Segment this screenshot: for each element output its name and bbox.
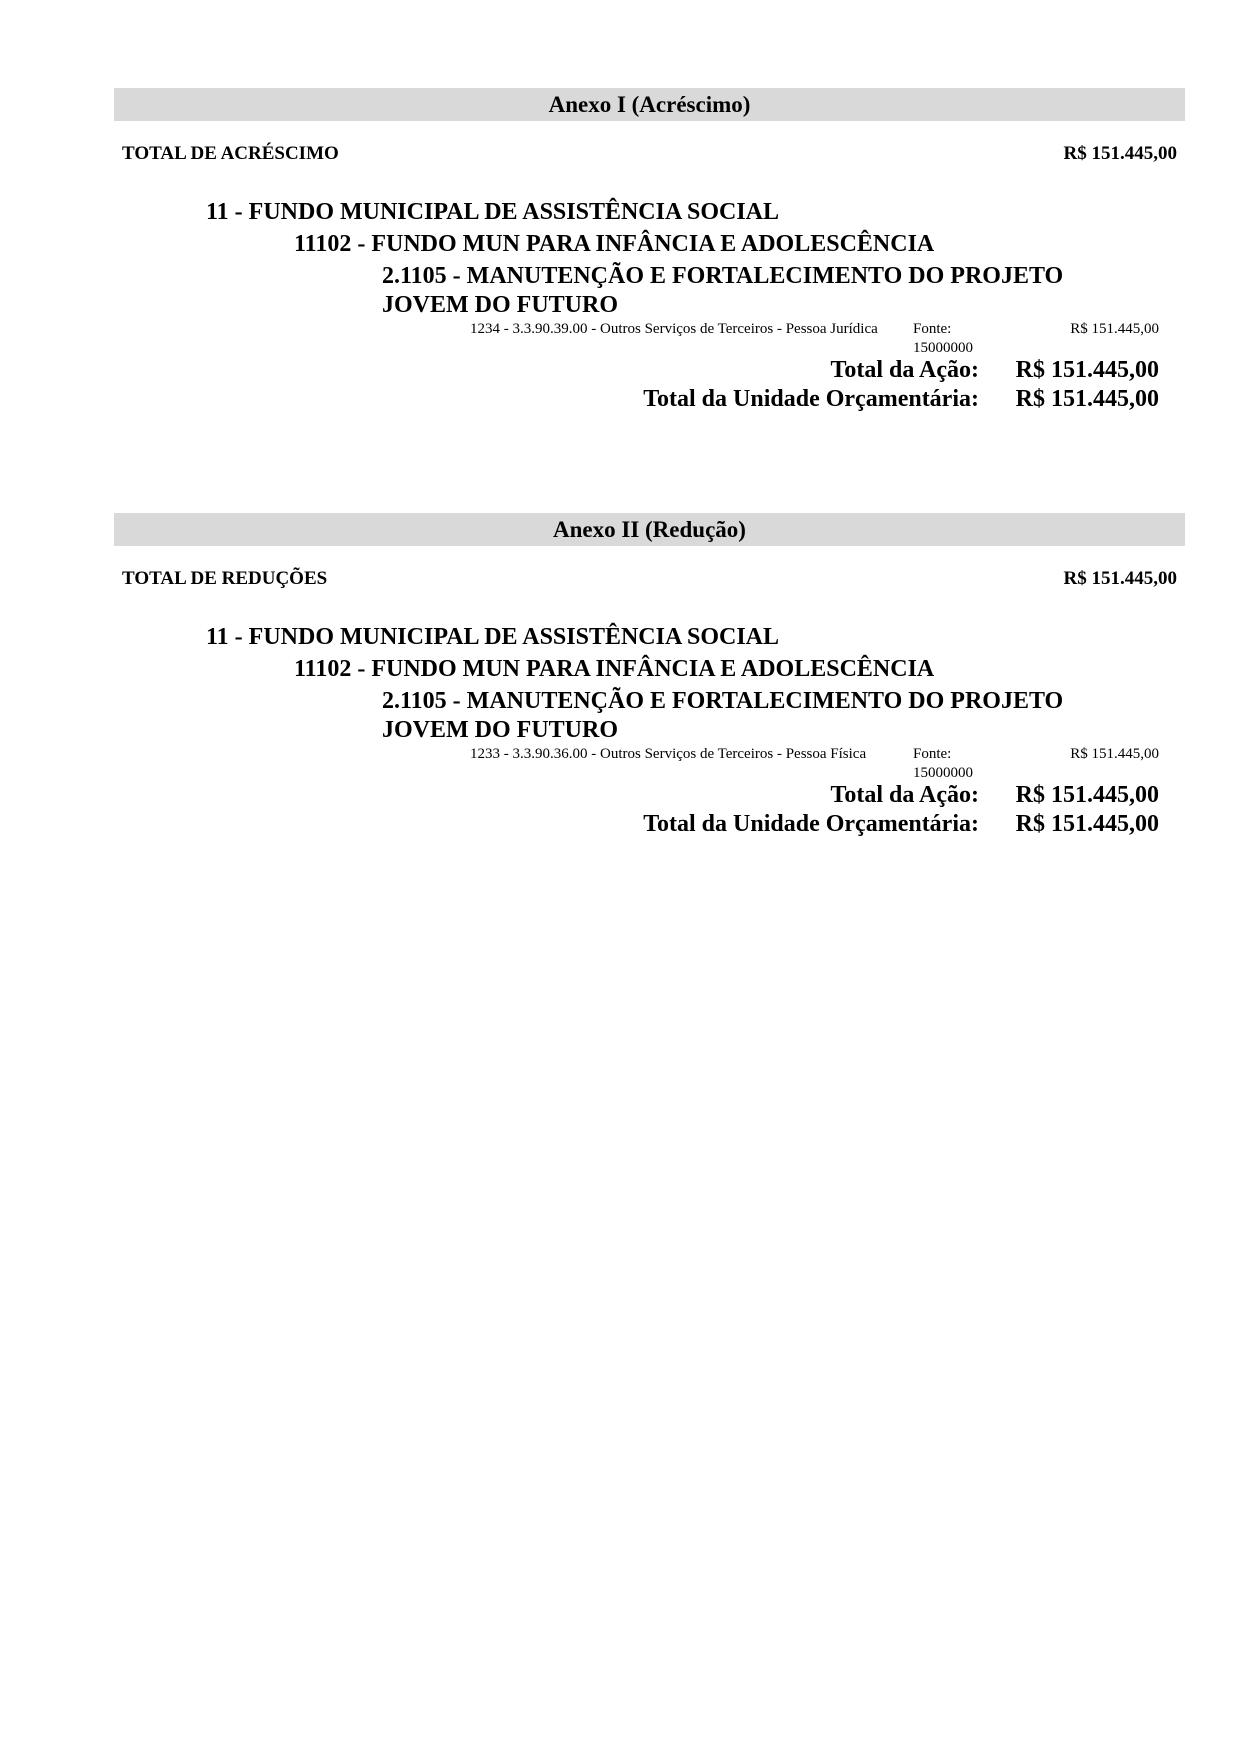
item-description: 1234 - 3.3.90.39.00 - Outros Serviços de Terceiros - Pessoa Jurídica: [470, 321, 878, 337]
unidade-heading: 11102 - FUNDO MUN PARA INFÂNCIA E ADOLESCÊNCIA: [294, 231, 935, 257]
total-unidade-value: R$ 151.445,00: [1015, 811, 1159, 837]
unidade-heading: 11102 - FUNDO MUN PARA INFÂNCIA E ADOLESCÊNCIA: [294, 656, 935, 682]
total-acao-label: Total da Ação:: [830, 782, 979, 808]
orgao-heading: 11 - FUNDO MUNICIPAL DE ASSISTÊNCIA SOCIAL: [206, 199, 779, 225]
annex-title: Anexo II (Redução): [114, 513, 1185, 546]
acao-heading: 2.1105 - MANUTENÇÃO E FORTALECIMENTO DO PROJETO JOVEM DO FUTURO: [382, 263, 1064, 318]
total-unidade-label: Total da Unidade Orçamentária:: [643, 386, 979, 412]
item-fonte: Fonte: 15000000: [913, 746, 973, 781]
total-unidade-label: Total da Unidade Orçamentária:: [643, 811, 979, 837]
total-value: R$ 151.445,00: [1063, 568, 1177, 589]
total-acao-value: R$ 151.445,00: [1015, 782, 1159, 808]
item-description: 1233 - 3.3.90.36.00 - Outros Serviços de Terceiros - Pessoa Física: [470, 746, 867, 762]
total-label: TOTAL DE ACRÉSCIMO: [122, 143, 339, 164]
annex-title: Anexo I (Acréscimo): [114, 88, 1185, 121]
item-value: R$ 151.445,00: [1070, 746, 1159, 762]
total-value: R$ 151.445,00: [1063, 143, 1177, 164]
item-fonte: Fonte: 15000000: [913, 321, 973, 356]
orgao-heading: 11 - FUNDO MUNICIPAL DE ASSISTÊNCIA SOCIAL: [206, 624, 779, 650]
total-label: TOTAL DE REDUÇÕES: [122, 568, 328, 589]
acao-heading: 2.1105 - MANUTENÇÃO E FORTALECIMENTO DO PROJETO JOVEM DO FUTURO: [382, 688, 1064, 743]
item-value: R$ 151.445,00: [1070, 321, 1159, 337]
total-unidade-value: R$ 151.445,00: [1015, 386, 1159, 412]
total-acao-value: R$ 151.445,00: [1015, 357, 1159, 383]
total-acao-label: Total da Ação:: [830, 357, 979, 383]
